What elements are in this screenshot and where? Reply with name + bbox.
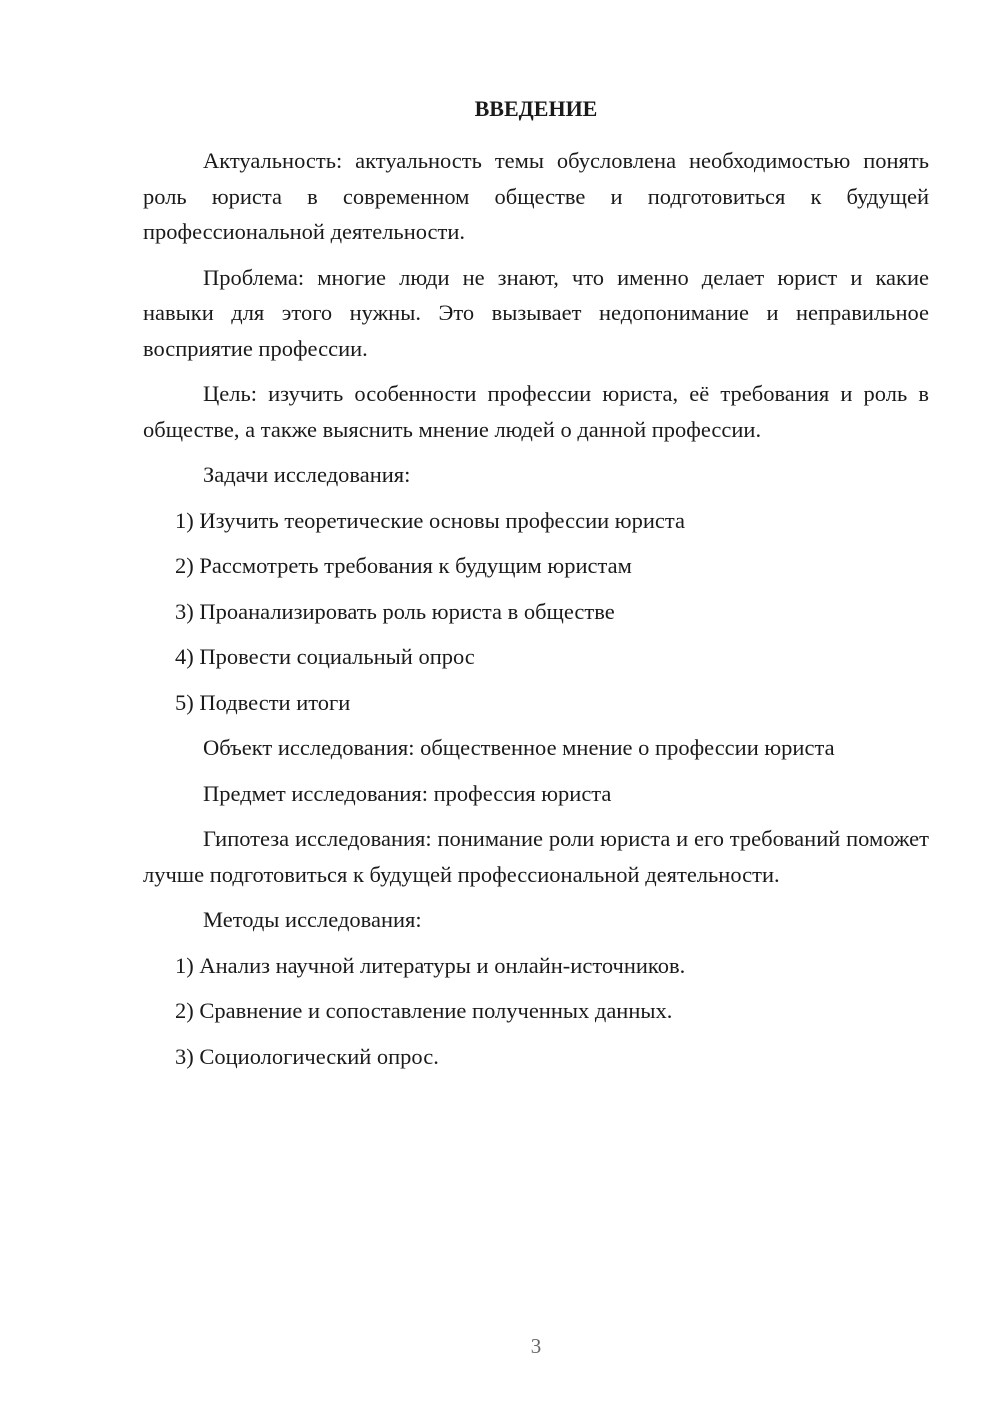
tasks-list (143, 503, 929, 721)
hypothesis-paragraph: Гипотеза исследования: понимание роли юриста и его требований поможет лучше подготовиться к будущей профессиональной деятельности. (143, 826, 929, 887)
list-item: 3) Проанализировать роль юриста в обществе (175, 598, 615, 624)
list-item: 1) Анализ научной литературы и онлайн-источников. (175, 952, 686, 978)
document-body (143, 143, 929, 1084)
page-number: 3 (530, 1334, 542, 1358)
tasks-title: Задачи исследования: (203, 462, 411, 487)
problem-paragraph: Проблема: многие люди не знают, что именно делает юрист и какие навыки для этого нужны. Это вызывает недопонимание и неправильное восприятие профессии. (143, 264, 929, 361)
methods-title: Методы исследования: (203, 907, 422, 932)
methods-list (143, 948, 929, 1075)
relevance-paragraph: Актуальность: актуальность темы обусловлена необходимостью понять роль юриста в современном обществе и подготовиться к будущей профессиональной деятельности. (143, 148, 929, 244)
list-item: 2) Сравнение и сопоставление полученных данных. (175, 998, 673, 1023)
list-item: 2) Рассмотреть требования к будущим юристам (175, 553, 632, 578)
subject-paragraph: Предмет исследования: профессия юриста (203, 780, 612, 806)
section-heading: ВВЕДЕНИЕ (474, 96, 598, 121)
list-item: 3) Социологический опрос. (175, 1043, 439, 1069)
object-paragraph: Объект исследования: общественное мнение о профессии юриста (203, 735, 835, 760)
list-item: 5) Подвести итоги (175, 689, 351, 715)
list-item: 4) Провести социальный опрос (175, 644, 475, 669)
list-item: 1) Изучить теоретические основы профессии юриста (175, 507, 685, 533)
goal-paragraph: Цель: изучить особенности профессии юриста, её требования и роль в обществе, а также выяснить мнение людей о данной профессии. (143, 381, 929, 442)
